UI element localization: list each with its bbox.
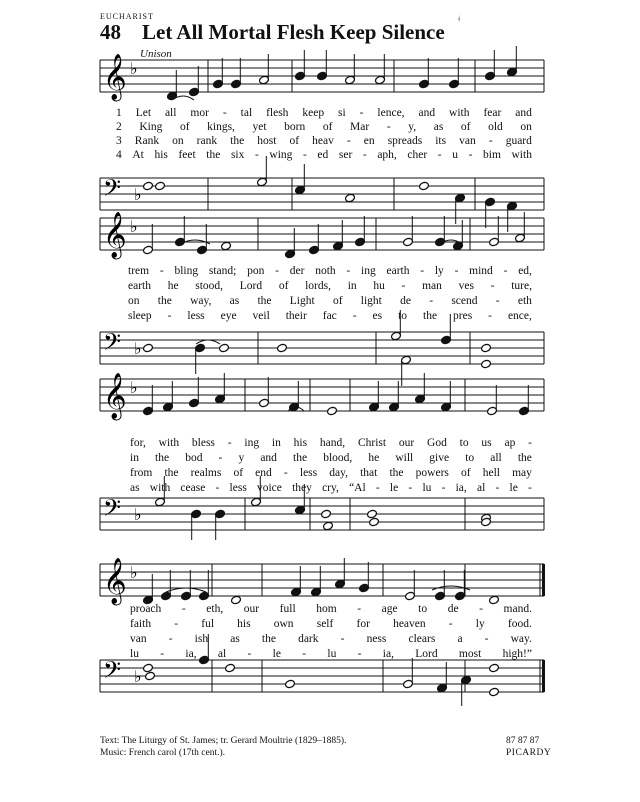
lyric-syllable: ia, (382, 648, 394, 660)
lyric-syllable: - (375, 482, 380, 494)
lyric-syllable: - (359, 107, 364, 119)
flat-key-signature-icon: ♭ (130, 217, 138, 236)
lyric-syllable: - (441, 482, 446, 494)
lyric-syllable: pon (247, 265, 265, 277)
lyric-syllable: - (302, 149, 307, 161)
lyric-syllable: bling (174, 265, 199, 277)
lyric-syllable: way, (190, 295, 212, 307)
lyric-syllable: most (458, 648, 482, 660)
lyric-syllable: mind (469, 265, 493, 277)
flat-key-signature-icon: ♭ (134, 505, 142, 524)
bass-clef-icon: 𝄢 (103, 656, 122, 689)
lyric-syllable: - (495, 295, 500, 307)
lyric-syllable: ness (366, 633, 387, 645)
harmony-note (345, 193, 356, 203)
lyric-syllable: aph, (377, 149, 397, 161)
lyric-syllable: of (289, 135, 300, 147)
lyric-syllable: from (130, 467, 153, 479)
lyric-syllable: self (316, 618, 334, 630)
lyric-syllable: light (360, 295, 382, 307)
lyric-syllable: hell (482, 467, 500, 479)
lyric-line (116, 108, 532, 120)
lyric-syllable: day, (329, 467, 348, 479)
lyric-syllable: sleep (128, 310, 152, 322)
lyric-syllable: all (164, 107, 177, 119)
flat-key-signature-icon: ♭ (134, 667, 142, 686)
lyric-syllable: - (490, 280, 495, 292)
lyric-syllable: - (357, 603, 362, 615)
lyric-syllable: he (368, 452, 380, 464)
lyric-syllable: of (461, 467, 471, 479)
lyric-syllable: - (159, 265, 164, 277)
harmony-note (225, 663, 236, 673)
harmony-note (143, 663, 154, 673)
lyric-syllable: he (167, 280, 179, 292)
lyric-syllable: - (283, 467, 288, 479)
lyric-syllable: - (222, 107, 227, 119)
lyric-syllable: ed, (518, 265, 532, 277)
lyric-syllable: give (429, 452, 450, 464)
lyric-syllable: - (386, 121, 391, 133)
lyric-syllable: fear (483, 107, 502, 119)
lyric-line (130, 438, 532, 450)
lyric-syllable: - (352, 310, 357, 322)
lyric-line (130, 468, 532, 480)
lyric-syllable: y, (408, 121, 417, 133)
lyric-syllable: - (503, 265, 508, 277)
lyric-syllable: all (490, 452, 502, 464)
lyric-syllable: heaven (393, 618, 426, 630)
lyric-syllable: man (422, 280, 442, 292)
lyric-syllable: on (172, 135, 184, 147)
lyric-syllable: ly (434, 265, 444, 277)
flat-key-signature-icon: ♭ (134, 339, 142, 358)
lyric-syllable: for, (130, 437, 146, 449)
lyric-syllable: lence, (377, 107, 405, 119)
lyric-syllable: eth, (206, 603, 224, 615)
music-credit: Music: French carol (17th cent.). (100, 748, 226, 758)
lyric-syllable: in (347, 280, 357, 292)
lyric-syllable: its (435, 135, 447, 147)
lyric-syllable: - (168, 633, 173, 645)
lyric-syllable: wing (269, 149, 293, 161)
lyric-syllable: lu (327, 648, 337, 660)
lyric-syllable: in (130, 452, 139, 464)
flat-key-signature-icon: ♭ (130, 59, 138, 78)
lyric-syllable: as (433, 121, 444, 133)
lyric-syllable: Lord (415, 648, 438, 660)
harmony-note (143, 181, 154, 191)
lyric-syllable: with (449, 107, 470, 119)
lyric-syllable: to (459, 437, 469, 449)
lyric-syllable: full (279, 603, 296, 615)
lyric-syllable: es (372, 310, 383, 322)
harmony-note (481, 343, 492, 353)
lyric-syllable: cry, (322, 482, 339, 494)
lyric-syllable: of (332, 295, 343, 307)
lyric-syllable: to (398, 310, 408, 322)
lyric-syllable: le (389, 482, 399, 494)
lyric-syllable: they (292, 482, 312, 494)
slur (166, 588, 206, 592)
lyric-syllable: proach (130, 603, 162, 615)
lyric-syllable: old (488, 121, 503, 133)
lyric-syllable: Christ (357, 437, 387, 449)
treble-clef-icon: 𝄞 (103, 212, 127, 258)
lyric-syllable: hom (316, 603, 337, 615)
lyric-syllable: the (230, 135, 245, 147)
lyric-syllable: noth (315, 265, 336, 277)
lyric-syllable: the (206, 149, 221, 161)
lyric-syllable: powers (415, 467, 449, 479)
flat-key-signature-icon: ♭ (130, 563, 138, 582)
unison-direction: Unison (140, 48, 172, 60)
lyric-syllable: de (400, 295, 411, 307)
lyric-syllable: lu (130, 648, 139, 660)
lyric-line (128, 296, 532, 308)
lyric-syllable: may (512, 467, 532, 479)
lyric-syllable: - (302, 648, 307, 660)
lyric-syllable: with (158, 437, 180, 449)
lyric-syllable: blood, (323, 452, 353, 464)
harmony-note (419, 181, 430, 191)
harmony-note (321, 509, 332, 519)
lyric-syllable: - (448, 618, 453, 630)
lyric-syllable: der (289, 265, 305, 277)
lyric-syllable: - (215, 482, 220, 494)
lyric-syllable: Mar (350, 121, 370, 133)
harmony-note (481, 359, 492, 369)
lyric-syllable: - (174, 618, 179, 630)
lyric-syllable: host (257, 135, 277, 147)
lyric-syllable: of (278, 280, 289, 292)
lyric-syllable: ly (475, 618, 485, 630)
lyric-syllable: ful (201, 618, 215, 630)
lyric-syllable: realms (190, 467, 222, 479)
lyric-syllable: stand; (208, 265, 237, 277)
lyric-line (116, 122, 532, 134)
treble-clef-icon: 𝄞 (103, 558, 127, 604)
lyric-syllable: guard (505, 135, 532, 147)
lyric-syllable: us (481, 437, 492, 449)
lyric-syllable: bless (191, 437, 215, 449)
lyric-syllable: clears (408, 633, 436, 645)
lyric-syllable: At (132, 149, 144, 161)
lyric-syllable: - (408, 482, 413, 494)
lyric-syllable: the (257, 295, 272, 307)
lyric-syllable: on (128, 295, 140, 307)
lyric-syllable: van (130, 633, 147, 645)
lyric-syllable: mor (190, 107, 209, 119)
lyric-syllable: lords, (305, 280, 331, 292)
bass-clef-icon: 𝄢 (103, 494, 122, 527)
lyric-syllable: de (447, 603, 459, 615)
lyric-syllable: of (460, 121, 471, 133)
lyric-syllable: si (338, 107, 346, 119)
lyric-syllable: ence, (507, 310, 532, 322)
lyric-syllable: - (484, 633, 489, 645)
lyric-syllable: own (273, 618, 294, 630)
lyric-syllable: - (454, 265, 459, 277)
slur (196, 340, 220, 344)
lyric-syllable: - (247, 648, 252, 660)
lyric-syllable: - (495, 482, 500, 494)
melody-note (327, 406, 338, 416)
lyric-syllable: ed (317, 149, 329, 161)
harmony-note (489, 687, 500, 697)
lyric-syllable: ing (244, 437, 260, 449)
lyric-syllable: lu (422, 482, 432, 494)
lyric-syllable: ing (361, 265, 376, 277)
lyric-syllable: as (130, 482, 140, 494)
lyric-syllable: ser (338, 149, 353, 161)
lyric-syllable: 4 (116, 149, 122, 161)
lyric-syllable: of (322, 121, 333, 133)
lyric-syllable: his (293, 437, 308, 449)
lyric-line (130, 483, 532, 495)
lyric-syllable: - (528, 437, 532, 449)
lyric-syllable: tal (240, 107, 253, 119)
lyric-syllable: with (511, 149, 532, 161)
lyric-syllable: and (260, 452, 277, 464)
lyric-syllable: ves (458, 280, 474, 292)
lyric-line (128, 311, 532, 323)
meter: 87 87 87 (506, 736, 540, 746)
lyric-line (130, 453, 532, 465)
lyric-syllable: 1 (116, 107, 122, 119)
harmony-note (285, 679, 296, 689)
lyric-syllable: voice (256, 482, 282, 494)
lyric-line (116, 136, 532, 148)
lyric-syllable: yet (252, 121, 267, 133)
lyric-syllable: the (293, 452, 308, 464)
lyric-syllable: on (520, 121, 532, 133)
lyric-syllable: cease (180, 482, 206, 494)
lyric-syllable: hand, (319, 437, 346, 449)
lyric-syllable: that (360, 467, 378, 479)
harmony-note (219, 343, 230, 353)
lyric-syllable: his (237, 618, 251, 630)
lyric-syllable: - (362, 149, 367, 161)
lyric-syllable: King (139, 121, 163, 133)
treble-clef-icon: 𝄞 (103, 373, 127, 419)
lyric-syllable: fac (322, 310, 337, 322)
harmony-note (277, 343, 288, 353)
section-label: EUCHARIST (100, 12, 154, 21)
lyric-syllable: Rank (134, 135, 160, 147)
lyric-syllable: less (299, 467, 318, 479)
harmony-note (323, 521, 334, 531)
lyric-syllable: feet (178, 149, 196, 161)
final-barline (542, 564, 545, 596)
lyric-syllable: eth (517, 295, 532, 307)
lyric-syllable: eye (220, 310, 237, 322)
lyric-syllable: less (187, 310, 205, 322)
lyric-syllable: ap (504, 437, 516, 449)
lyric-syllable: keep (302, 107, 325, 119)
lyric-syllable: spreads (387, 135, 423, 147)
lyric-syllable: to (418, 603, 428, 615)
lyric-syllable: al (476, 482, 486, 494)
lyric-syllable: our (243, 603, 260, 615)
lyric-syllable: of (179, 121, 190, 133)
lyric-syllable: van (459, 135, 476, 147)
lyric-syllable: mand. (503, 603, 532, 615)
final-barline (542, 660, 545, 692)
lyric-syllable: cher (407, 149, 428, 161)
lyric-line (130, 604, 532, 616)
lyric-syllable: end (255, 467, 272, 479)
lyric-syllable: - (479, 603, 483, 615)
lyric-syllable: - (227, 437, 232, 449)
lyric-syllable: veil (252, 310, 270, 322)
lyric-syllable: earth (386, 265, 410, 277)
lyric-syllable: trem (128, 265, 150, 277)
lyric-syllable: dark (298, 633, 319, 645)
flat-key-signature-icon: ♭ (134, 185, 142, 204)
lyric-syllable: - (160, 648, 165, 660)
lyric-syllable: rank (196, 135, 218, 147)
lyric-syllable: - (488, 135, 493, 147)
lyric-syllable: - (437, 149, 442, 161)
lyric-syllable: to (465, 452, 475, 464)
lyric-line (128, 266, 532, 278)
lyric-syllable: 3 (116, 135, 122, 147)
lyric-syllable: earth (128, 280, 151, 292)
lyric-syllable: faith (130, 618, 152, 630)
lyric-syllable: scend (451, 295, 478, 307)
lyric-syllable: way. (510, 633, 532, 645)
lyric-syllable: ish (194, 633, 209, 645)
harmony-note (155, 181, 166, 191)
lyric-syllable: - (346, 265, 351, 277)
lyric-syllable: - (429, 295, 434, 307)
lyric-syllable: al (217, 648, 227, 660)
lyric-syllable: the (261, 633, 276, 645)
lyric-syllable: the (157, 295, 172, 307)
lyric-line (130, 634, 532, 646)
lyric-syllable: food. (507, 618, 532, 630)
lyric-syllable: - (420, 265, 425, 277)
lyric-syllable: hu (373, 280, 385, 292)
harmony-note (489, 663, 500, 673)
lyric-syllable: as (230, 633, 240, 645)
harmony-note (369, 517, 380, 527)
melody-note (221, 241, 232, 251)
lyric-syllable: as (229, 295, 240, 307)
lyric-syllable: and (515, 107, 532, 119)
text-credit: Text: The Liturgy of St. James; tr. Gerard Moultrie (1829–1885). (100, 736, 347, 746)
lyric-syllable: age (381, 603, 398, 615)
lyric-syllable: the (164, 467, 179, 479)
lyric-syllable: - (468, 149, 473, 161)
lyric-syllable: born (284, 121, 306, 133)
lyric-syllable: in (271, 437, 281, 449)
corner-mark: ǂ (458, 14, 461, 24)
lyric-syllable: - (275, 265, 279, 277)
lyric-syllable: - (167, 310, 172, 322)
treble-clef-icon: 𝄞 (103, 54, 127, 100)
lyric-line (128, 281, 532, 293)
hymn-number: 48 (100, 20, 121, 44)
lyric-syllable: heav (312, 135, 334, 147)
lyric-syllable: y (238, 452, 245, 464)
lyric-syllable: bim (483, 149, 501, 161)
lyric-line (116, 150, 532, 162)
lyric-line (130, 619, 532, 631)
flat-key-signature-icon: ♭ (130, 378, 138, 397)
lyric-syllable: “Al (349, 482, 366, 494)
lyric-syllable: the (155, 452, 170, 464)
lyric-syllable: their (285, 310, 307, 322)
lyric-syllable: and (418, 107, 436, 119)
lyric-syllable: our (398, 437, 415, 449)
lyric-syllable: high!” (502, 648, 532, 660)
lyric-syllable: the (517, 452, 532, 464)
harmony-note (145, 671, 156, 681)
lyric-syllable: - (346, 135, 351, 147)
lyric-syllable: - (357, 648, 362, 660)
lyric-syllable: le (509, 482, 518, 494)
harmony-note (143, 343, 154, 353)
lyric-syllable: - (181, 603, 186, 615)
lyric-syllable: 2 (116, 121, 122, 133)
lyric-syllable: pres (453, 310, 473, 322)
harmony-note (367, 509, 378, 519)
lyric-syllable: u (452, 149, 458, 161)
lyric-syllable: six (230, 149, 245, 161)
lyric-syllable: with (149, 482, 171, 494)
lyric-syllable: - (254, 149, 259, 161)
tune-name: PICARDY (506, 748, 552, 758)
lyric-syllable: en (363, 135, 375, 147)
lyric-syllable: the (423, 310, 438, 322)
lyric-syllable: Let (135, 107, 152, 119)
lyric-syllable: his (154, 149, 168, 161)
lyric-syllable: le (272, 648, 281, 660)
lyric-syllable: - (401, 280, 406, 292)
lyric-syllable: the (389, 467, 404, 479)
hymn-title: Let All Mortal Flesh Keep Silence (142, 20, 445, 44)
lyric-syllable: will (395, 452, 414, 464)
lyric-syllable: God (427, 437, 447, 449)
lyric-syllable: - (488, 310, 492, 322)
lyric-syllable: ia, (185, 648, 197, 660)
lyric-syllable: for (356, 618, 370, 630)
lyric-syllable: bod (185, 452, 203, 464)
lyric-line (130, 649, 532, 661)
lyric-syllable: ture, (511, 280, 532, 292)
lyric-syllable: ia, (455, 482, 467, 494)
lyric-syllable: Lord (239, 280, 263, 292)
lyric-syllable: less (229, 482, 247, 494)
lyric-syllable: - (218, 452, 223, 464)
lyric-syllable: flesh (266, 107, 289, 119)
lyric-syllable: - (340, 633, 345, 645)
lyric-syllable: stood, (195, 280, 224, 292)
lyric-syllable: of (233, 467, 244, 479)
lyric-syllable: kings, (207, 121, 235, 133)
bass-clef-icon: 𝄢 (103, 174, 122, 207)
lyric-syllable: a (457, 633, 463, 645)
bass-clef-icon: 𝄢 (103, 328, 122, 361)
lyric-syllable: Light (289, 295, 315, 307)
lyric-syllable: - (528, 482, 532, 494)
